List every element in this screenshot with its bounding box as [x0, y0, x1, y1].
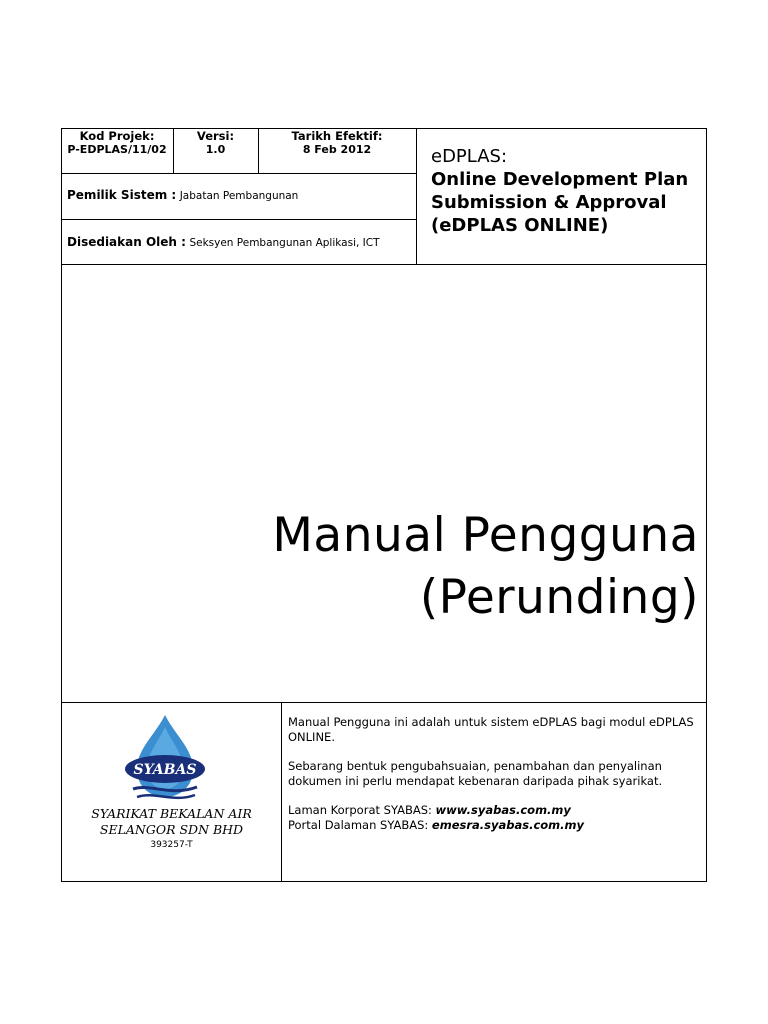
system-line-2: Online Development Plan	[431, 169, 689, 190]
portal-link[interactable]: emesra.syabas.com.my	[431, 818, 585, 832]
disediakan-oleh-row	[67, 235, 380, 249]
info-paragraph-2: Sebarang bentuk pengubahsuaian, penambahan dan penyalinan dokumen ini perlu mendapat kebenaran daripada pihak syarikat.	[288, 759, 663, 788]
page-title	[272, 505, 699, 629]
title-line-2: (Perunding)	[419, 570, 699, 625]
korporat-line	[288, 803, 703, 818]
tarikh-value: 8 Feb 2012	[302, 143, 372, 156]
divider	[416, 128, 417, 265]
disediakan-oleh-value: Seksyen Pembangunan Aplikasi, ICT	[189, 237, 380, 249]
versi-cell	[173, 130, 258, 156]
divider	[281, 702, 282, 882]
system-line-3: Submission & Approval	[431, 192, 667, 213]
syabas-logo	[115, 713, 215, 805]
tarikh-cell	[258, 130, 416, 156]
kod-projek-value: P-EDPLAS/11/02	[67, 143, 167, 156]
title-line-1: Manual Pengguna	[272, 508, 699, 563]
kod-projek-label: Kod Projek:	[79, 129, 155, 143]
pemilik-sistem-label: Pemilik Sistem :	[67, 188, 177, 202]
pemilik-sistem-row	[67, 188, 298, 202]
logo-text: SYABAS	[133, 762, 197, 778]
versi-value: 1.0	[205, 143, 226, 156]
company-reg-no: 393257-T	[150, 840, 193, 850]
korporat-link[interactable]: www.syabas.com.my	[435, 803, 571, 817]
divider	[61, 173, 417, 174]
divider	[61, 702, 707, 703]
versi-label: Versi:	[196, 129, 235, 143]
system-name	[431, 145, 688, 237]
korporat-label: Laman Korporat SYABAS:	[288, 803, 432, 817]
pemilik-sistem-value: Jabatan Pembangunan	[179, 190, 299, 202]
kod-projek-cell	[61, 130, 173, 156]
divider	[61, 219, 417, 220]
divider	[61, 264, 707, 265]
system-line-1: eDPLAS:	[431, 146, 508, 167]
disediakan-oleh-label: Disediakan Oleh :	[67, 235, 186, 249]
portal-line	[288, 818, 703, 833]
info-text	[288, 715, 703, 833]
company-name	[62, 806, 281, 838]
portal-label: Portal Dalaman SYABAS:	[288, 818, 429, 832]
company-name-line-2: SELANGOR SDN BHD	[99, 822, 244, 837]
company-name-line-1: SYARIKAT BEKALAN AIR	[91, 806, 252, 821]
system-line-4: (eDPLAS ONLINE)	[431, 215, 609, 236]
tarikh-label: Tarikh Efektif:	[291, 129, 383, 143]
info-paragraph-1: Manual Pengguna ini adalah untuk sistem eDPLAS bagi modul eDPLAS ONLINE.	[288, 715, 694, 744]
